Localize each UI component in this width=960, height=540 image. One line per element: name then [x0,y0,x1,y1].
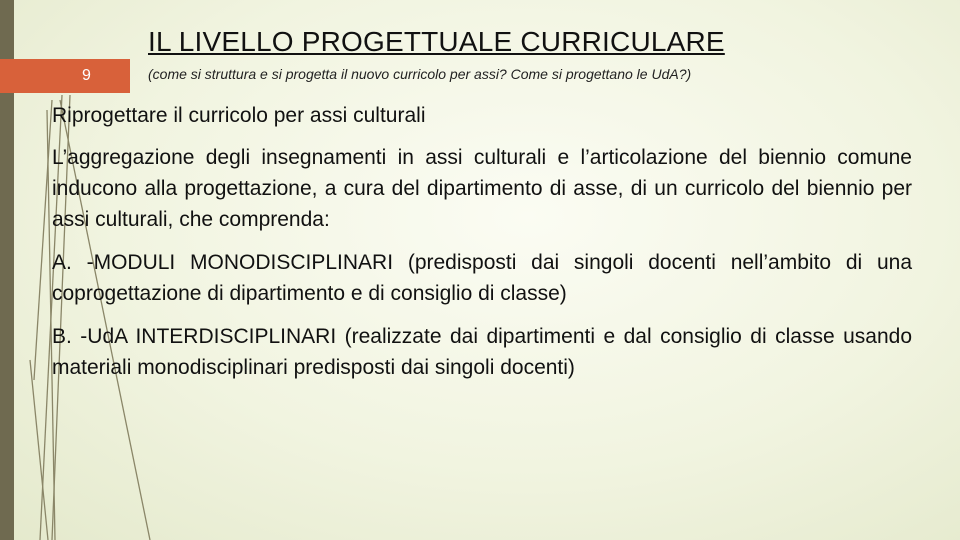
intro-paragraph: L’aggregazione degli insegnamenti in assi culturali e l’articolazione del biennio comune inducono alla progettazione, a cura del dipartimento di asse, di un curricolo del biennio per assi culturali, che comprenda: [52,146,912,231]
section-heading: Riprogettare il curricolo per assi culturali [52,104,426,127]
slide-content [52,100,912,395]
item-b-paragraph: B. -UdA INTERDISCIPLINARI (realizzate dai dipartimenti e dal consiglio di classe usando materiali monodisciplinari predisposti dai singoli docenti) [52,325,912,379]
page-number-tab [0,59,130,93]
page-number: 9 [82,67,91,84]
slide-subtitle: (come si struttura e si progetta il nuovo curricolo per assi? Come si progettano le UdA?) [148,66,692,82]
slide-title: IL LIVELLO PROGETTUALE CURRICULARE [148,26,725,57]
item-a-paragraph: A. -MODULI MONODISCIPLINARI (predisposti dai singoli docenti nell’ambito di una coprogettazione di dipartimento e di consiglio di classe) [52,251,912,305]
